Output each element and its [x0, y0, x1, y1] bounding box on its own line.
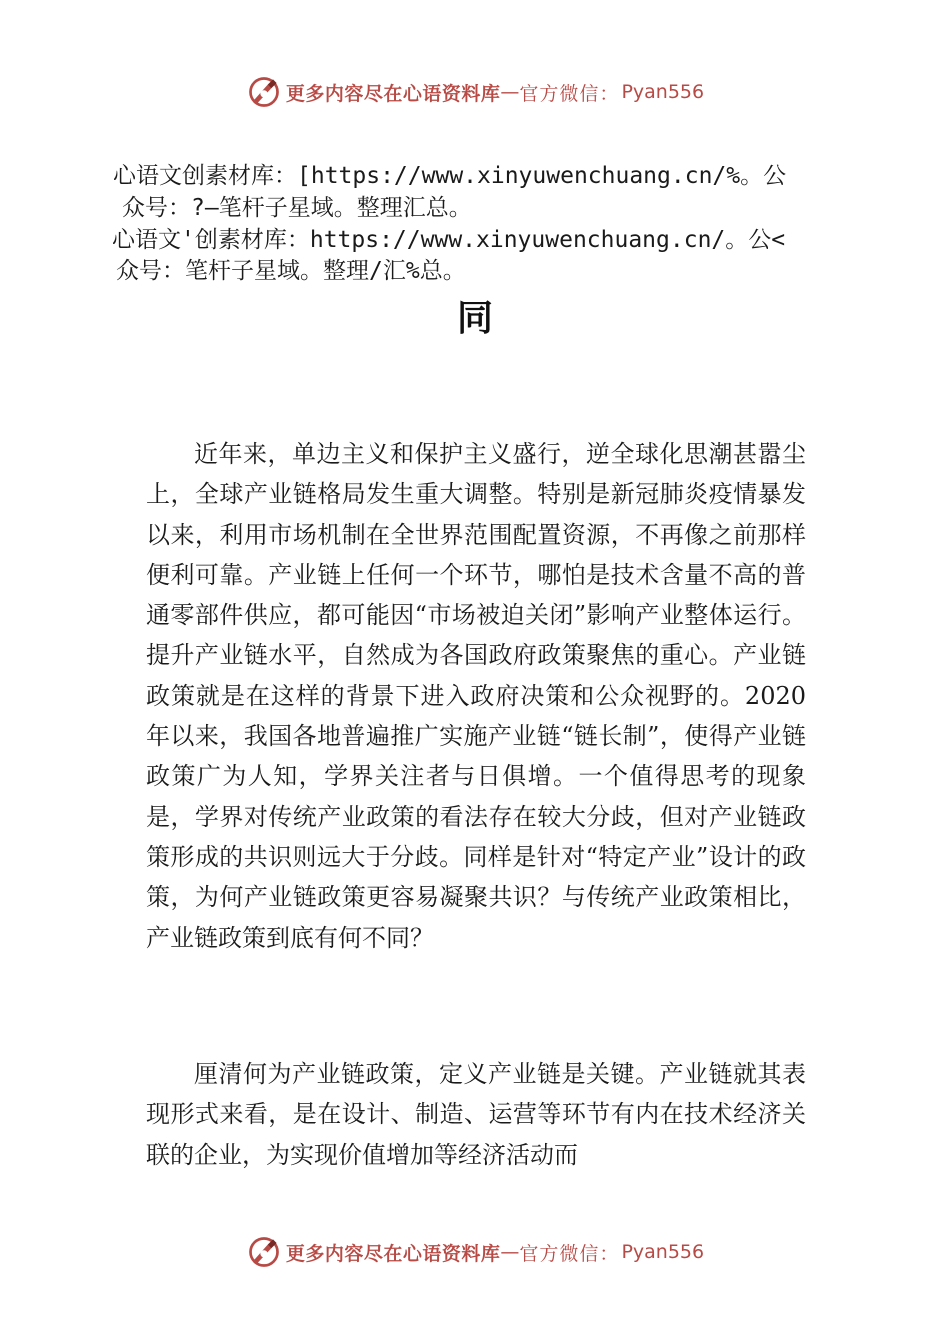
- page-title: 同: [456, 298, 493, 339]
- body-paragraph-1: [146, 434, 806, 958]
- banner-label: 官方微信：: [519, 82, 620, 105]
- banner-main-text: 更多内容尽在心语资料库: [285, 1242, 501, 1265]
- footer-banner: [0, 1230, 950, 1274]
- pen-circle-logo-icon: [246, 74, 282, 110]
- banner-separator: —: [500, 1241, 520, 1263]
- paragraph-text: 厘清何为产业链政策，定义产业链是关键。产业链就其表现形式来看，是在设计、制造、运营等环节有内在技术经济关联的企业，为实现价值增加等经济活动而: [146, 1060, 806, 1169]
- banner-label: 官方微信：: [519, 1242, 620, 1265]
- pen-circle-logo-icon: [246, 1234, 282, 1270]
- header-banner: [0, 70, 950, 114]
- banner-separator: —: [500, 81, 520, 103]
- banner-main-text: 更多内容尽在心语资料库: [285, 82, 501, 105]
- watermark-line-2: 众号：?—笔杆子星域。整理汇总。: [122, 195, 472, 221]
- watermark-line-1: 心语文创素材库：[https://www.xinyuwenchuang.cn/%。公: [113, 163, 787, 189]
- watermark-line-4: 众号：笔杆子星域。整理/汇%总。: [116, 258, 466, 284]
- paragraph-text: 近年来，单边主义和保护主义盛行，逆全球化思潮甚嚣尘上，全球产业链格局发生重大调整。特别是新冠肺炎疫情暴发以来，利用市场机制在全世界范围配置资源，不再像之前那样便利可靠。产业链上任何一个环节，哪怕是技术含量不高的普通零部件供应，都可能因“市场被迫关闭”影响产业整体运行。提升产业链水平，自然成为各国政府政策聚焦的重心。产业链政策就是在这样的背景下进入政府决策和公众视野的。2020 年以来，我国各地普遍推广实施产业链“链长制”，使得产业链政策广为人知，学界关注者与日俱增。一个值得思考的现象是，学界对传统产业政策的看法存在较大分歧，但对产业链政策形成的共识则远大于分歧。同样是针对“特定产业”设计的政策，为何产业链政策更容易凝聚共识？与传统产业政策相比，产业链政策到底有何不同？: [146, 440, 806, 952]
- banner-wechat-id: Pyan556: [621, 81, 705, 103]
- banner-wechat-id: Pyan556: [621, 1241, 705, 1263]
- watermark-line-3: 心语文'创素材库：https://www.xinyuwenchuang.cn/。公<: [112, 227, 786, 253]
- body-paragraph-2: [146, 1054, 806, 1175]
